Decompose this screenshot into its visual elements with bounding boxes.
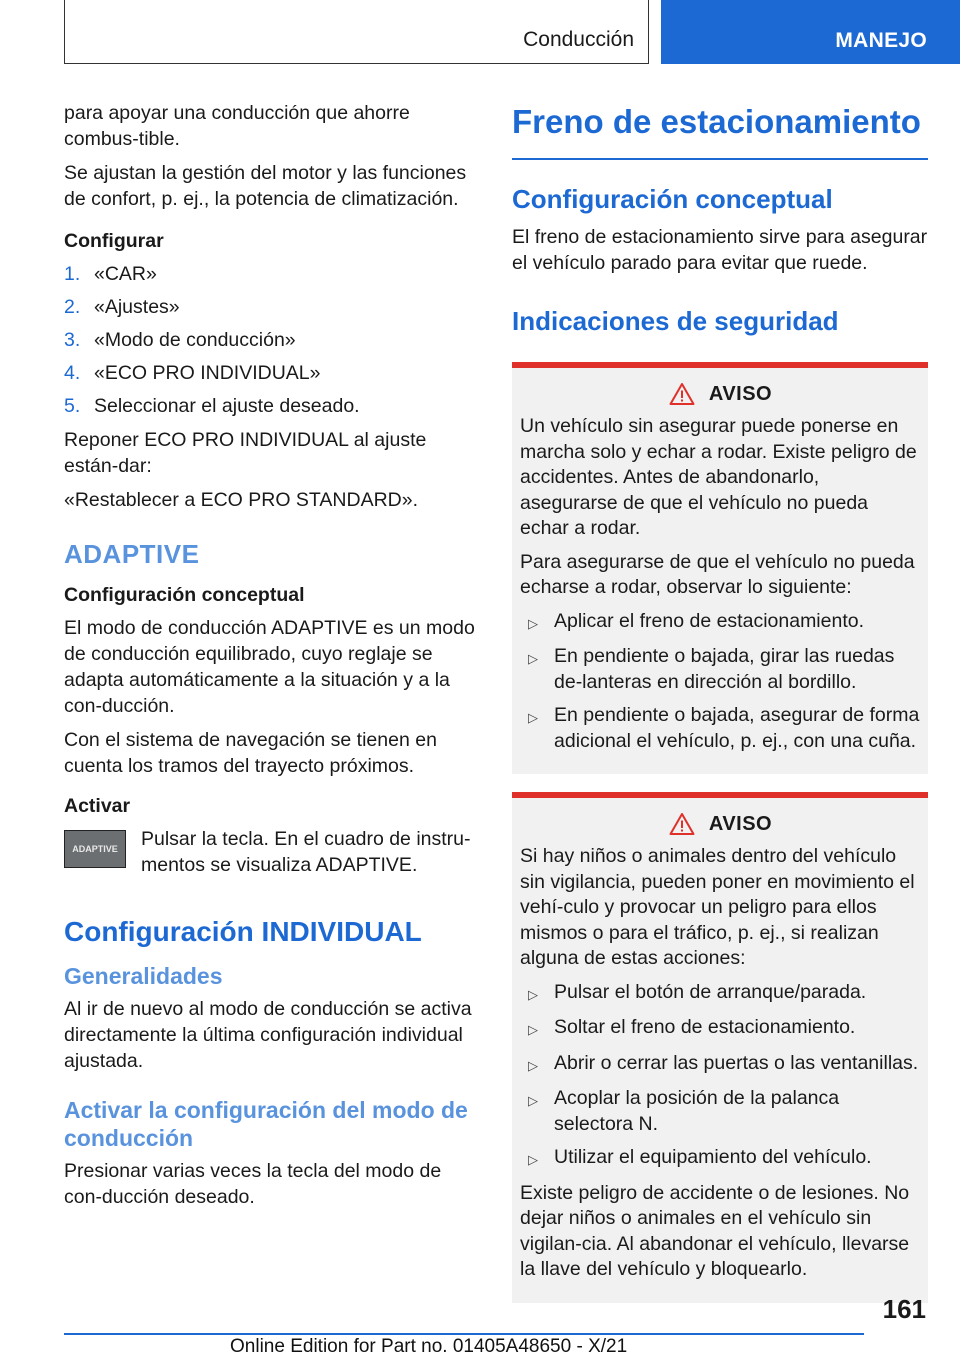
activate-mode-heading: Activar la configuración del modo de conducción <box>64 1097 468 1151</box>
warning-title: AVISO <box>708 382 773 405</box>
header-chapter-label: MANEJO <box>835 29 927 52</box>
bullet-triangle-icon: ▷ <box>528 986 538 1002</box>
reset-paragraph-1: Reponer ECO PRO INDIVIDUAL al ajuste están-dar: <box>64 429 427 477</box>
list-item <box>520 980 921 1008</box>
bullet-triangle-icon: ▷ <box>528 1093 538 1108</box>
list-item-text: Aplicar el freno de estacionamiento. <box>554 609 865 632</box>
bullet-triangle-icon: ▷ <box>528 1057 538 1073</box>
activar-text: Pulsar la tecla. En el cuadro de instru-mentos se visualiza ADAPTIVE. <box>141 828 471 876</box>
step-text: «Modo de conducción» <box>94 329 296 351</box>
step-number: 3. <box>64 329 81 351</box>
general-heading: Generalidades <box>64 963 223 989</box>
activar-heading: Activar <box>64 795 131 817</box>
warning-paragraph: Existe peligro de accidente o de lesiones. No dejar niños o animales en el vehículo sin vigilan-cia. Al abandonar el vehículo, llevarse la llave del vehículo y bloquearlo. <box>520 1181 910 1280</box>
adaptive-concept-paragraph-1: El modo de conducción ADAPTIVE es un modo de conducción equilibrado, cuyo reglaje se adapta automáticamente a la situación y a la con-ducción. <box>64 617 475 717</box>
reset-paragraph-2: «Restablecer a ECO PRO STANDARD». <box>64 489 418 511</box>
step-item <box>64 294 482 320</box>
configurar-heading: Configurar <box>64 230 164 252</box>
step-item <box>64 261 482 287</box>
header-section-title: Conducción <box>523 28 634 51</box>
concept-heading: Configuración conceptual <box>512 184 833 214</box>
configurar-steps <box>64 261 482 419</box>
warning-title-row <box>520 812 921 836</box>
list-item <box>520 1086 921 1137</box>
adaptive-heading: ADAPTIVE <box>64 539 200 569</box>
header-chapter-tab <box>661 0 960 64</box>
list-item-text: Utilizar el equipamiento del vehículo. <box>554 1146 872 1168</box>
list-item <box>520 609 921 637</box>
safety-heading: Indicaciones de seguridad <box>512 306 839 336</box>
activar-row <box>64 826 482 886</box>
step-text: «Ajustes» <box>94 296 180 318</box>
section-title: Freno de estacionamiento <box>512 103 921 140</box>
left-column <box>64 100 482 1218</box>
step-number: 2. <box>64 296 81 318</box>
warning-list <box>520 980 921 1173</box>
list-item <box>520 644 921 695</box>
bullet-triangle-icon: ▷ <box>528 710 538 725</box>
list-item <box>520 703 921 754</box>
right-column <box>512 100 928 1321</box>
warning-box <box>512 792 928 1303</box>
step-number: 5. <box>64 395 81 417</box>
warning-title-row <box>520 382 921 406</box>
warning-title: AVISO <box>708 812 773 835</box>
bullet-triangle-icon: ▷ <box>528 615 538 631</box>
step-text: Seleccionar el ajuste deseado. <box>94 395 360 417</box>
list-item-text: Pulsar el botón de arranque/parada. <box>554 980 867 1003</box>
intro-paragraph-1: para apoyar una conducción que ahorre combus-tible. <box>64 102 410 150</box>
list-item <box>520 1145 921 1173</box>
list-item <box>520 1051 921 1079</box>
page-number: 161 <box>882 1294 926 1324</box>
footer-rule <box>64 1333 864 1335</box>
warning-triangle-icon <box>669 382 695 406</box>
footer-edition: Online Edition for Part no. 01405A48650 - X/21 <box>230 1336 628 1357</box>
intro-paragraph-2: Se ajustan la gestión del motor y las funciones de confort, p. ej., la potencia de climatización. <box>64 162 467 210</box>
concept-paragraph: El freno de estacionamiento sirve para asegurar el vehículo parado para evitar que ruede. <box>512 226 928 274</box>
warning-paragraph: Para asegurarse de que el vehículo no pueda echarse a rodar, observar lo siguiente: <box>520 550 915 598</box>
individual-heading: Configuración INDIVIDUAL <box>64 916 422 947</box>
warning-paragraph: Si hay niños o animales dentro del vehículo sin vigilancia, pueden poner en movimiento el vehí-culo y provocar un peligro para ellos mismos o para el tráfico, p. ej., si realizan alguna de estas acciones: <box>520 845 915 969</box>
step-item <box>64 327 482 353</box>
adaptive-concept-paragraph-2: Con el sistema de navegación se tienen en cuenta los tramos del trayecto próximos. <box>64 729 437 777</box>
warning-box <box>512 362 928 774</box>
step-number: 4. <box>64 362 81 384</box>
general-paragraph: Al ir de nuevo al modo de conducción se activa directamente la última configuración individual ajustada. <box>64 998 472 1072</box>
step-number: 1. <box>64 263 81 285</box>
list-item-text: Acoplar la posición de la palanca selectora N. <box>554 1087 840 1135</box>
step-text: «CAR» <box>94 263 157 285</box>
warning-list <box>520 609 921 755</box>
list-item <box>520 1015 921 1043</box>
adaptive-concept-heading: Configuración conceptual <box>64 584 305 606</box>
warning-paragraph: Un vehículo sin asegurar puede ponerse en marcha solo y echar a rodar. Existe peligro de accidentes. Antes de abandonarlo, asegurarse de que el vehículo no pueda echar a rodar. <box>520 415 917 539</box>
activate-mode-paragraph: Presionar varias veces la tecla del modo de con-ducción deseado. <box>64 1160 442 1208</box>
list-item-text: Abrir o cerrar las puertas o las ventanillas. <box>554 1051 919 1074</box>
warning-triangle-icon <box>669 812 695 836</box>
step-item <box>64 360 482 386</box>
step-text: «ECO PRO INDIVIDUAL» <box>94 362 321 384</box>
bullet-triangle-icon: ▷ <box>528 1022 538 1037</box>
header-section-box <box>64 0 649 64</box>
adaptive-button-image: ADAPTIVE <box>64 830 126 868</box>
step-item <box>64 393 482 419</box>
bullet-triangle-icon: ▷ <box>528 1152 538 1167</box>
bullet-triangle-icon: ▷ <box>528 651 538 666</box>
list-item-text: En pendiente o bajada, girar las ruedas de-lanteras en dirección al bordillo. <box>554 645 895 693</box>
title-rule <box>512 158 928 160</box>
list-item-text: En pendiente o bajada, asegurar de forma adicional el vehículo, p. ej., con una cuña. <box>554 704 920 752</box>
list-item-text: Soltar el freno de estacionamiento. <box>554 1016 856 1038</box>
